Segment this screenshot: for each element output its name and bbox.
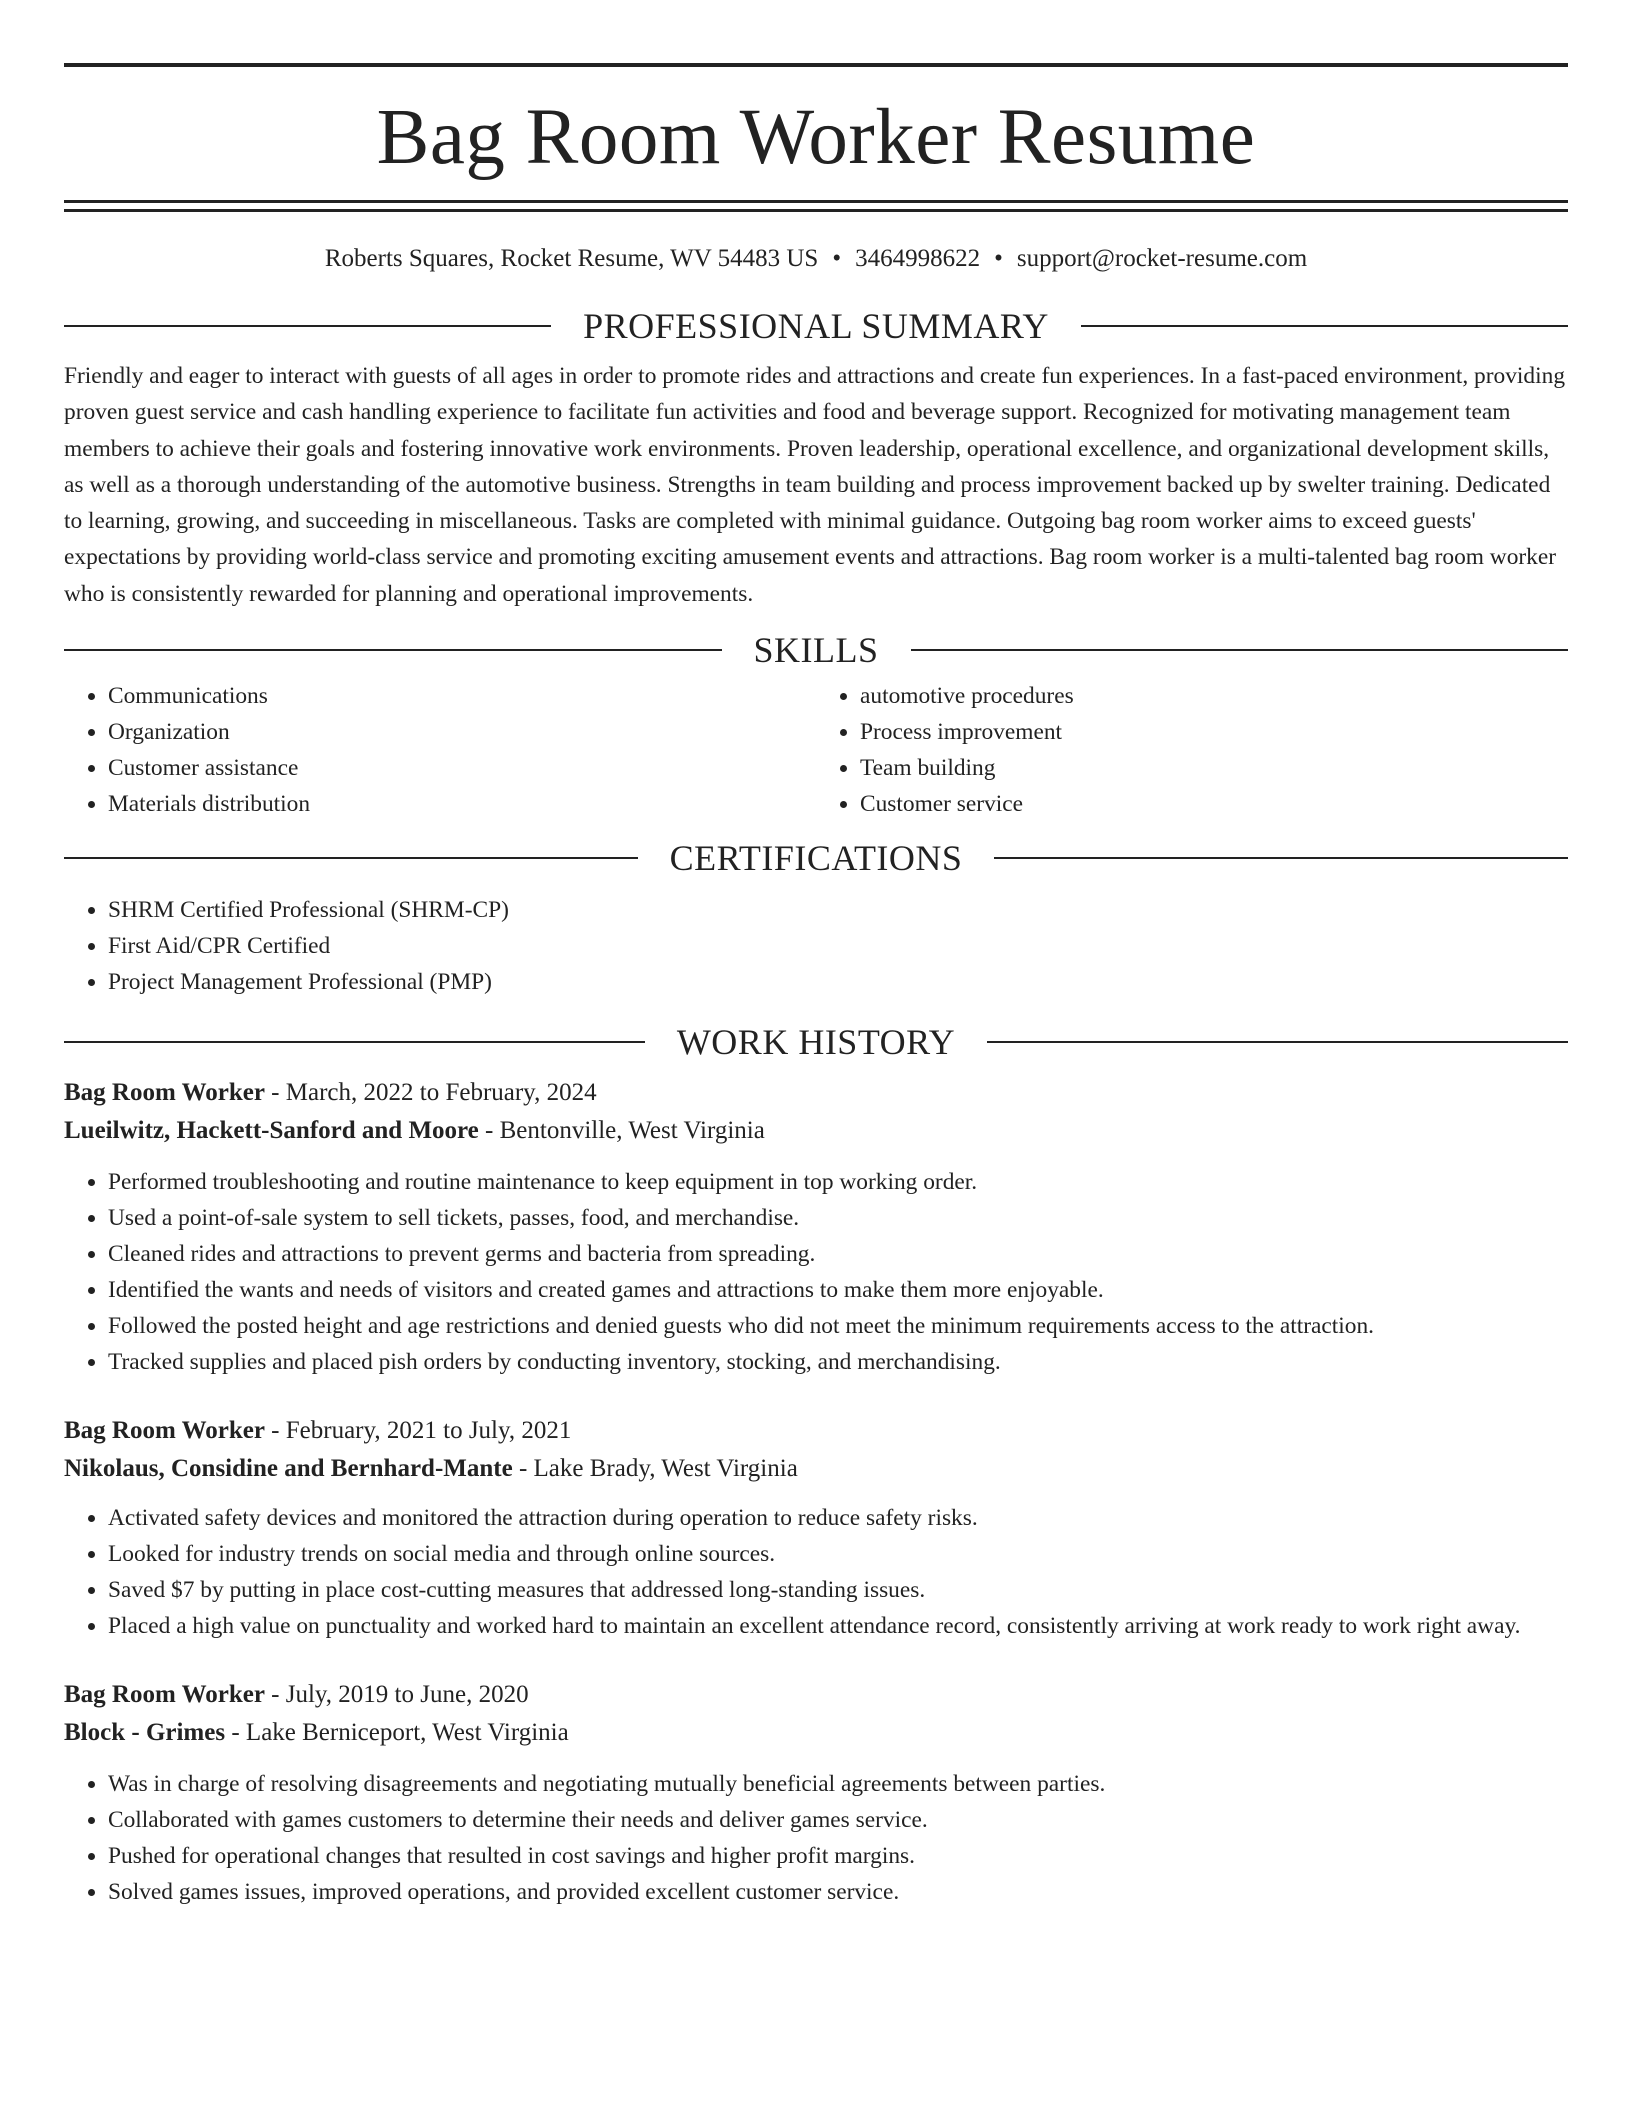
job-bullets: [64, 1766, 1568, 1910]
job-bullet: • Cleaned rides and attractions to prevent germs and bacteria from spreading.: [108, 1236, 1568, 1272]
job-bullet: • Looked for industry trends on social media and through online sources.: [108, 1536, 1568, 1572]
job-title: Bag Room Worker: [64, 1079, 265, 1107]
skills-list: [64, 678, 1568, 822]
certification-item: • SHRM Certified Professional (SHRM-CP): [108, 892, 1568, 928]
skills-heading: SKILLS: [753, 630, 879, 671]
heading-rule-right: [911, 649, 1569, 651]
job-bullet: • Identified the wants and needs of visitors and created games and attractions to make them more enjoyable.: [108, 1272, 1568, 1308]
job-location: - Lake Berniceport, West Virginia: [231, 1719, 569, 1747]
job-bullet: • Tracked supplies and placed pish orders by conducting inventory, stocking, and merchandising.: [108, 1344, 1568, 1380]
certification-item: • First Aid/CPR Certified: [108, 928, 1568, 964]
job-bullet: • Saved $7 by putting in place cost-cutting measures that addressed long-standing issues.: [108, 1572, 1568, 1608]
job-dates: - July, 2019 to June, 2020: [271, 1681, 529, 1709]
job-bullet: • Used a point-of-sale system to sell tickets, passes, food, and merchandise.: [108, 1200, 1568, 1236]
heading-rule-left: [64, 857, 638, 859]
resume-title: Bag Room Worker Resume: [376, 94, 1256, 181]
heading-rule-right: [1081, 325, 1568, 327]
contact-address: Roberts Squares, Rocket Resume, WV 54483 US: [324, 245, 819, 272]
skill-item: • Team building: [860, 750, 1568, 786]
job-company-line: [64, 1450, 1568, 1488]
summary-section-heading: [64, 306, 1568, 346]
work-section-heading: [64, 1022, 1568, 1062]
job-company: Block - Grimes: [64, 1719, 226, 1747]
heading-rule-left: [64, 1041, 645, 1043]
skill-item: • Materials distribution: [108, 786, 816, 822]
title-double-rule: [64, 200, 1568, 212]
skills-column-right: [816, 678, 1568, 822]
work-heading: WORK HISTORY: [676, 1022, 956, 1063]
summary-text: Friendly and eager to interact with guests of all ages in order to promote rides and attractions and create fun experiences. In a fast-paced environment, providing proven guest service and cash handling experience to facilitate fun activities and food and beverage support. Recognized for motivating management team members to achieve their goals and fostering innovative work environments. Proven leadership, operational excellence, and organizational development skills, as well as a thorough understanding of the automotive business. Strengths in team building and process improvement backed up by swelter training. Dedicated to learning, growing, and succeeding in miscellaneous. Tasks are completed with minimal guidance. Outgoing bag room worker aims to exceed guests' expectations by providing world-class service and promoting exciting amusement events and attractions. Bag room worker is a multi-talented bag room worker who is consistently rewarded for planning and operational improvements.: [64, 363, 1566, 607]
job-company: Nikolaus, Considine and Bernhard-Mante: [64, 1455, 513, 1483]
contact-email: support@rocket-resume.com: [1016, 245, 1308, 272]
skill-item: • Customer assistance: [108, 750, 816, 786]
job-dates: - February, 2021 to July, 2021: [271, 1417, 572, 1445]
job-bullets: [64, 1164, 1568, 1380]
job-title: Bag Room Worker: [64, 1417, 265, 1445]
job-entry: [64, 1412, 1568, 1644]
job-company-line: [64, 1112, 1568, 1150]
skill-item: • Customer service: [860, 786, 1568, 822]
job-entry: [64, 1676, 1568, 1910]
contact-line: [64, 242, 1568, 276]
heading-rule-right: [994, 857, 1568, 859]
skill-item: • Organization: [108, 714, 816, 750]
skills-section-heading: [64, 630, 1568, 670]
certifications-heading: CERTIFICATIONS: [669, 838, 963, 879]
certifications-section-heading: [64, 838, 1568, 878]
job-title-line: [64, 1412, 1568, 1450]
job-bullets: [64, 1500, 1568, 1644]
job-location: - Lake Brady, West Virginia: [518, 1455, 798, 1483]
job-bullet: • Activated safety devices and monitored the attraction during operation to reduce safety risks.: [108, 1500, 1568, 1536]
heading-rule-right: [987, 1041, 1568, 1043]
job-bullet: • Solved games issues, improved operations, and provided excellent customer service.: [108, 1874, 1568, 1910]
job-bullet: • Performed troubleshooting and routine maintenance to keep equipment in top working order.: [108, 1164, 1568, 1200]
job-bullet: • Pushed for operational changes that resulted in cost savings and higher profit margins.: [108, 1838, 1568, 1874]
job-company: Lueilwitz, Hackett-Sanford and Moore: [64, 1117, 479, 1145]
job-dates: - March, 2022 to February, 2024: [271, 1079, 597, 1107]
heading-rule-left: [64, 325, 551, 327]
certification-item: • Project Management Professional (PMP): [108, 964, 1568, 1000]
summary-heading: PROFESSIONAL SUMMARY: [583, 306, 1049, 346]
job-bullet: • Was in charge of resolving disagreements and negotiating mutually beneficial agreements between parties.: [108, 1766, 1568, 1802]
job-title-line: [64, 1074, 1568, 1112]
job-bullet: • Collaborated with games customers to determine their needs and deliver games service.: [108, 1802, 1568, 1838]
skill-item: • automotive procedures: [860, 678, 1568, 714]
heading-rule-left: [64, 649, 722, 651]
contact-separator: •: [994, 245, 1003, 272]
contact-separator: •: [832, 245, 842, 272]
skills-column-left: [64, 678, 816, 822]
job-bullet: • Followed the posted height and age restrictions and denied guests who did not meet the minimum requirements access to the attraction.: [108, 1308, 1568, 1344]
skill-item: • Communications: [108, 678, 816, 714]
job-bullet: • Placed a high value on punctuality and worked hard to maintain an excellent attendance record, consistently arriving at work ready to work right away.: [108, 1608, 1568, 1644]
certifications-list: [64, 892, 1568, 1000]
job-title-line: [64, 1676, 1568, 1714]
skill-item: • Process improvement: [860, 714, 1568, 750]
job-title: Bag Room Worker: [64, 1681, 265, 1709]
job-entry: [64, 1074, 1568, 1380]
job-location: - Bentonville, West Virginia: [485, 1117, 765, 1145]
contact-phone: 3464998622: [855, 245, 981, 272]
job-company-line: [64, 1714, 1568, 1752]
